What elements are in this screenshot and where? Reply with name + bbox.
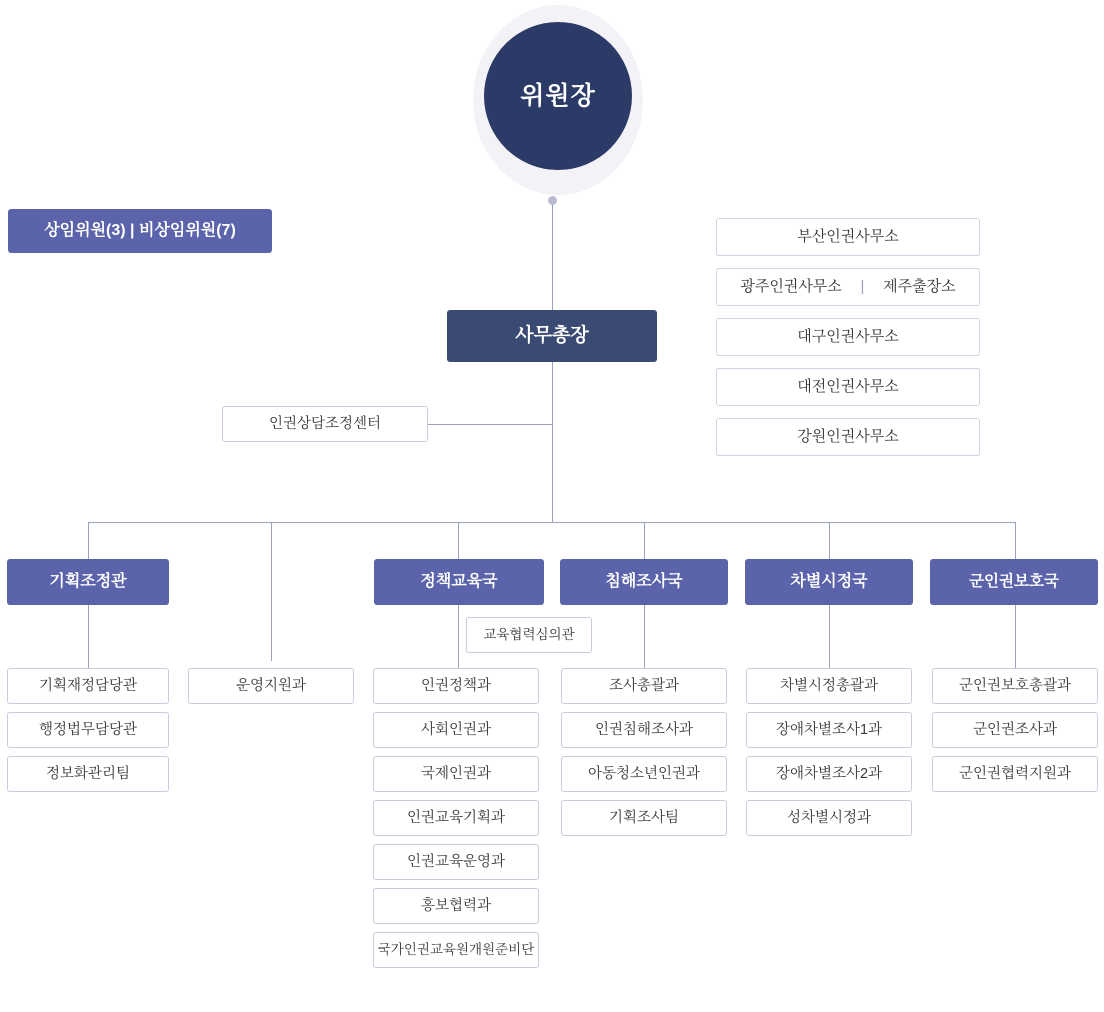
node-chairperson[interactable]: 위원장: [484, 22, 632, 170]
node-investigation-general-division[interactable]: 조사총괄과: [561, 668, 727, 704]
node-disability-discrimination-division-2[interactable]: 장애차별조사2과: [746, 756, 912, 792]
drop-to-discrimination-bureau: [829, 522, 830, 559]
node-education-cooperation-adviser[interactable]: 교육협력심의관: [466, 617, 592, 653]
node-human-rights-policy-division[interactable]: 인권정책과: [373, 668, 539, 704]
line-military-down: [1015, 605, 1016, 668]
node-international-human-rights-division[interactable]: 국제인권과: [373, 756, 539, 792]
node-human-rights-violation-division[interactable]: 인권침해조사과: [561, 712, 727, 748]
node-child-youth-human-rights-division[interactable]: 아동청소년인권과: [561, 756, 727, 792]
line-investigation-down: [644, 605, 645, 668]
node-gangwon-office[interactable]: 강원인권사무소: [716, 418, 980, 456]
node-military-investigation-division[interactable]: 군인권조사과: [932, 712, 1098, 748]
bus-main-horizontal: [88, 522, 1016, 523]
line-counseling-to-stem: [428, 424, 553, 425]
drop-to-operations-support: [271, 522, 272, 661]
node-bureau-military-human-rights[interactable]: 군인권보호국: [930, 559, 1098, 605]
node-human-rights-education-operations-division[interactable]: 인권교육운영과: [373, 844, 539, 880]
node-bureau-discrimination[interactable]: 차별시정국: [745, 559, 913, 605]
drop-to-investigation-bureau: [644, 522, 645, 559]
node-admin-legal-officer[interactable]: 행정법무담당관: [7, 712, 169, 748]
line-policy-education-down: [458, 605, 459, 668]
drop-to-military-bureau: [1015, 522, 1016, 559]
node-bureau-investigation[interactable]: 침해조사국: [560, 559, 728, 605]
node-bureau-planning[interactable]: 기획조정관: [7, 559, 169, 605]
node-gwangju-office-label: 광주인권사무소: [740, 278, 842, 296]
node-operations-support-division[interactable]: 운영지원과: [188, 668, 354, 704]
node-planning-budget-officer[interactable]: 기획재정담당관: [7, 668, 169, 704]
drop-to-planning-bureau: [88, 522, 89, 559]
node-social-human-rights-division[interactable]: 사회인권과: [373, 712, 539, 748]
node-human-rights-education-planning-division[interactable]: 인권교육기획과: [373, 800, 539, 836]
node-discrimination-general-division[interactable]: 차별시정총괄과: [746, 668, 912, 704]
node-daegu-office[interactable]: 대구인권사무소: [716, 318, 980, 356]
node-planning-investigation-team[interactable]: 기획조사팀: [561, 800, 727, 836]
node-commissioners[interactable]: 상임위원(3) | 비상임위원(7): [8, 209, 272, 253]
node-daejeon-office[interactable]: 대전인권사무소: [716, 368, 980, 406]
line-planning-bureau-down: [88, 605, 89, 668]
node-informatization-team[interactable]: 정보화관리팀: [7, 756, 169, 792]
node-bureau-policy-education[interactable]: 정책교육국: [374, 559, 544, 605]
node-disability-discrimination-division-1[interactable]: 장애차별조사1과: [746, 712, 912, 748]
node-public-relations-division[interactable]: 홍보협력과: [373, 888, 539, 924]
office-divider: |: [860, 278, 865, 296]
line-discrimination-down: [829, 605, 830, 668]
node-military-cooperation-support-division[interactable]: 군인권협력지원과: [932, 756, 1098, 792]
line-chair-to-sg: [552, 204, 553, 310]
node-jeju-branch-label: 제주출장소: [883, 278, 956, 296]
node-national-academy-preparation-team[interactable]: 국가인권교육원개원준비단: [373, 932, 539, 968]
line-sg-down: [552, 362, 553, 522]
drop-to-policy-education-bureau: [458, 522, 459, 559]
node-counseling-center[interactable]: 인권상담조정센터: [222, 406, 428, 442]
node-secretary-general[interactable]: 사무총장: [447, 310, 657, 362]
node-gwangju-jeju-office[interactable]: [716, 268, 980, 306]
node-gender-discrimination-division[interactable]: 성차별시정과: [746, 800, 912, 836]
node-military-protection-general-division[interactable]: 군인권보호총괄과: [932, 668, 1098, 704]
node-busan-office[interactable]: 부산인권사무소: [716, 218, 980, 256]
